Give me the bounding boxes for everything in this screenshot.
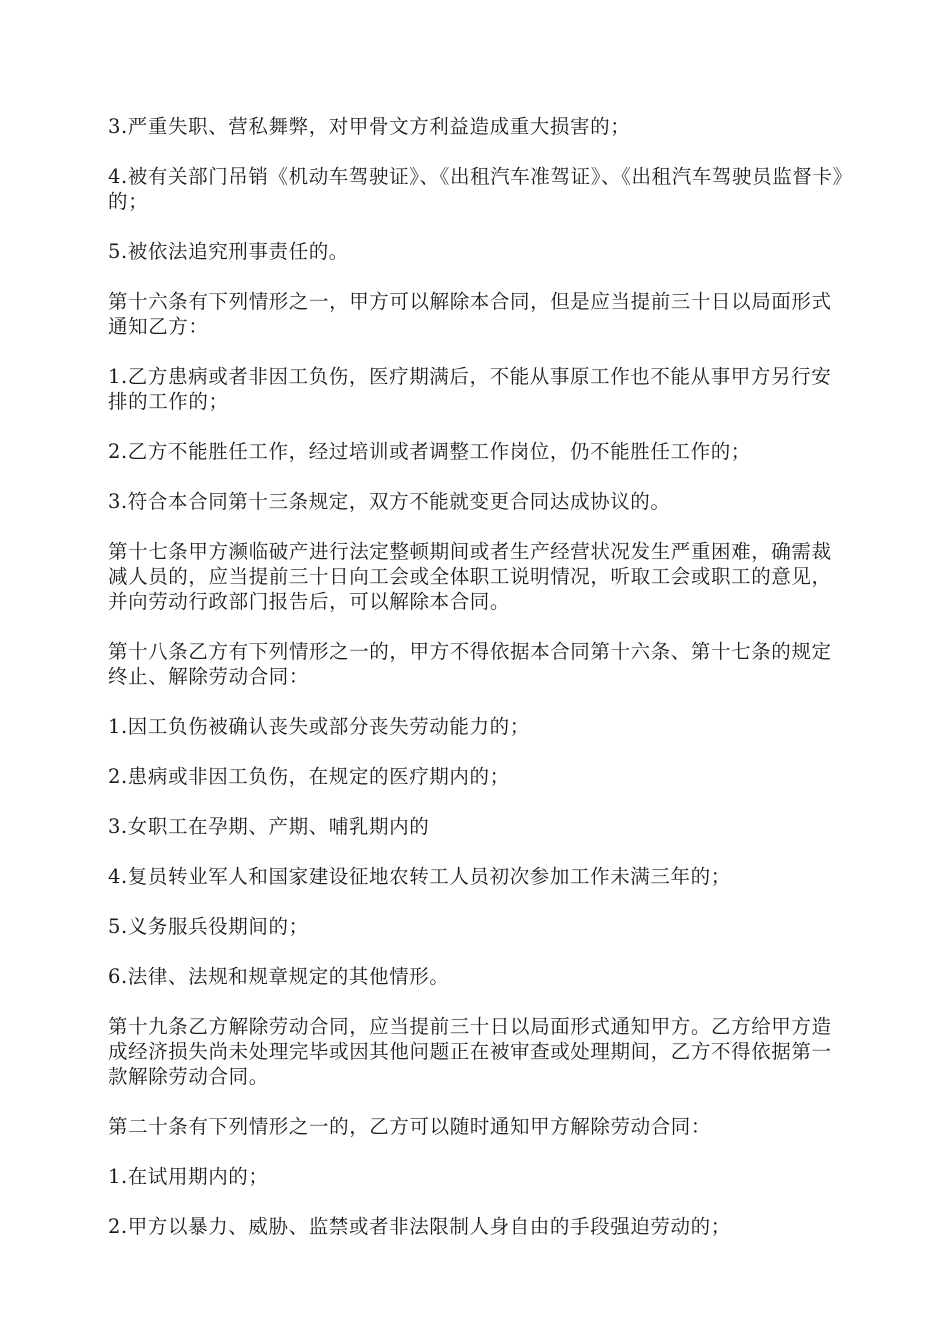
- paragraph-article-19: 第十九条乙方解除劳动合同，应当提前三十日以局面形式通知甲方。乙方给甲方造成经济损失尚未处理完毕或因其他问题正在被审查或处理期间，乙方不得依据第一款解除劳动合同。: [108, 1015, 832, 1088]
- paragraph-article-18-item-1: 1.因工负伤被确认丧失或部分丧失劳动能力的；: [108, 715, 530, 738]
- paragraph-article-18: 第十八条乙方有下列情形之一的，甲方不得依据本合同第十六条、第十七条的规定终止、解除劳动合同：: [108, 640, 832, 688]
- paragraph-item-3-serious-dereliction: 3.严重失职、营私舞弊，对甲骨文方利益造成重大损害的；: [108, 115, 631, 138]
- paragraph-article-20-item-1: 1.在试用期内的；: [108, 1165, 269, 1188]
- paragraph-article-18-item-5: 5.义务服兵役期间的；: [108, 915, 309, 938]
- paragraph-article-20-item-2: 2.甲方以暴力、威胁、监禁或者非法限制人身自由的手段强迫劳动的；: [108, 1215, 731, 1238]
- paragraph-article-16-item-1: 1.乙方患病或者非因工负伤，医疗期满后，不能从事原工作也不能从事甲方另行安排的工作的；: [108, 365, 832, 413]
- paragraph-item-4-license-revoked: 4.被有关部门吊销《机动车驾驶证》、《出租汽车准驾证》、《出租汽车驾驶员监督卡》的；: [108, 165, 843, 213]
- paragraph-article-17: 第十七条甲方濒临破产进行法定整顿期间或者生产经营状况发生严重困难，确需裁减人员的，应当提前三十日向工会或全体职工说明情况，听取工会或职工的意见，并向劳动行政部门报告后，可以解除本合同。: [108, 540, 832, 613]
- paragraph-article-18-item-6: 6.法律、法规和规章规定的其他情形。: [108, 965, 450, 988]
- paragraph-article-18-item-4: 4.复员转业军人和国家建设征地农转工人员初次参加工作未满三年的；: [108, 865, 731, 888]
- paragraph-article-16-item-3: 3.符合本合同第十三条规定，双方不能就变更合同达成协议的。: [108, 490, 671, 513]
- document-body: [108, 114, 848, 1264]
- paragraph-article-16-item-2: 2.乙方不能胜任工作，经过培训或者调整工作岗位，仍不能胜任工作的；: [108, 440, 751, 463]
- paragraph-item-5-criminal-liability: 5.被依法追究刑事责任的。: [108, 240, 349, 263]
- paragraph-article-18-item-2: 2.患病或非因工负伤，在规定的医疗期内的；: [108, 765, 510, 788]
- paragraph-article-20: 第二十条有下列情形之一的，乙方可以随时通知甲方解除劳动合同：: [108, 1115, 712, 1138]
- paragraph-article-16: 第十六条有下列情形之一，甲方可以解除本合同，但是应当提前三十日以局面形式通知乙方：: [108, 290, 832, 338]
- paragraph-article-18-item-3: 3.女职工在孕期、产期、哺乳期内的: [108, 815, 430, 838]
